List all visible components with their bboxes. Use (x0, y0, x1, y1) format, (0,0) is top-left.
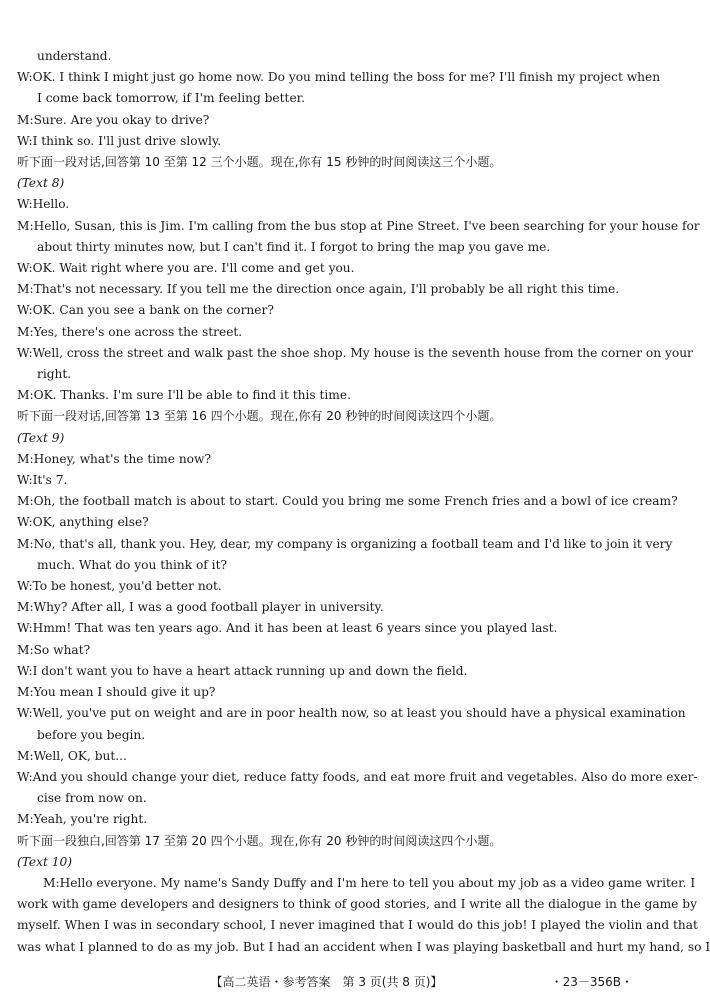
transcript-line: M:That's not necessary. If you tell me the direction once again, I'll probably be all right this time. (17, 282, 620, 297)
monologue-line: work with game developers and designers to think of good stories, and I write all the dialogue in the game by (17, 897, 697, 912)
transcript-line: W:Well, you've put on weight and are in poor health now, so at least you should have a physical examination (17, 706, 686, 721)
transcript-line: W:It's 7. (17, 473, 68, 488)
footer-title: 【高二英语・参考答案 第 3 页(共 8 页)】 (210, 975, 443, 989)
transcript-line: M:So what? (17, 642, 91, 657)
transcript-line: M:Yes, there's one across the street. (17, 324, 243, 339)
transcript-line: M:Well, OK, but... (17, 748, 127, 763)
section-instruction: 听下面一段独白,回答第 17 至第 20 四个小题。现在,你有 20 秒钟的时间阅读这四个小题。 (17, 833, 502, 848)
text-label: (Text 9) (17, 430, 65, 445)
transcript-line: M:No, that's all, thank you. Hey, dear, my company is organizing a football team and I'd like to join it very (17, 536, 673, 551)
footer-code: ・23－356B・ (550, 975, 633, 989)
transcript-line: right. (37, 367, 72, 382)
transcript-line: W:OK, anything else? (17, 515, 149, 530)
transcript-line: W:And you should change your diet, reduce fatty foods, and eat more fruit and vegetables. Also do more exer- (17, 769, 698, 784)
transcript-line: M:Sure. Are you okay to drive? (17, 112, 210, 127)
page-footer (0, 972, 653, 992)
monologue-line: myself. When I was in secondary school, I never imagined that I would do this job! I played the violin and that (17, 918, 698, 933)
section-instruction: 听下面一段对话,回答第 10 至第 12 三个小题。现在,你有 15 秒钟的时间阅读这三个小题。 (17, 155, 502, 170)
transcript-line: W:To be honest, you'd better not. (17, 579, 222, 594)
transcript-line: M:OK. Thanks. I'm sure I'll be able to find it this time. (17, 388, 351, 403)
transcript-line: W:OK. Can you see a bank on the corner? (17, 303, 274, 318)
transcript-line: W:Hmm! That was ten years ago. And it has been at least 6 years since you played last. (17, 621, 558, 636)
monologue-line: was what I planned to do as my job. But I had an accident when I was playing basketball and hurt my hand, so I (17, 939, 710, 954)
transcript-line: M:Oh, the football match is about to start. Could you bring me some French fries and a bowl of ice cream? (17, 494, 678, 509)
transcript-line: M:Hello, Susan, this is Jim. I'm calling from the bus stop at Pine Street. I've been searching for your house for (17, 218, 700, 233)
transcript-line: M:You mean I should give it up? (17, 685, 216, 700)
transcript-line: much. What do you think of it? (37, 557, 228, 572)
transcript-line: W:OK. Wait right where you are. I'll come and get you. (17, 261, 355, 276)
text-label: (Text 8) (17, 176, 65, 191)
transcript-line: M:Honey, what's the time now? (17, 451, 211, 466)
monologue-line: M:Hello everyone. My name's Sandy Duffy and I'm here to tell you about my job as a video game writer. I (43, 875, 696, 890)
transcript-line: M:Why? After all, I was a good football player in university. (17, 600, 384, 615)
transcript-line: cise from now on. (37, 791, 147, 806)
transcript-line: W:Well, cross the street and walk past the shoe shop. My house is the seventh house from the corner on your (17, 345, 693, 360)
section-instruction: 听下面一段对话,回答第 13 至第 16 四个小题。现在,你有 20 秒钟的时间阅读这四个小题。 (17, 409, 502, 424)
transcript-line: W:Hello. (17, 197, 70, 212)
transcript-line: I come back tomorrow, if I'm feeling better. (37, 91, 306, 106)
transcript-body (17, 46, 710, 958)
transcript-line: W:I don't want you to have a heart attack running up and down the field. (17, 663, 468, 678)
transcript-line: before you begin. (37, 727, 146, 742)
transcript-line: understand. (37, 49, 112, 63)
transcript-line: about thirty minutes now, but I can't find it. I forgot to bring the map you gave me. (37, 239, 551, 254)
transcript-line: W:OK. I think I might just go home now. Do you mind telling the boss for me? I'll finish my project when (17, 70, 661, 85)
text-label: (Text 10) (17, 854, 73, 869)
transcript-line: M:Yeah, you're right. (17, 812, 148, 827)
transcript-line: W:I think so. I'll just drive slowly. (17, 133, 222, 148)
